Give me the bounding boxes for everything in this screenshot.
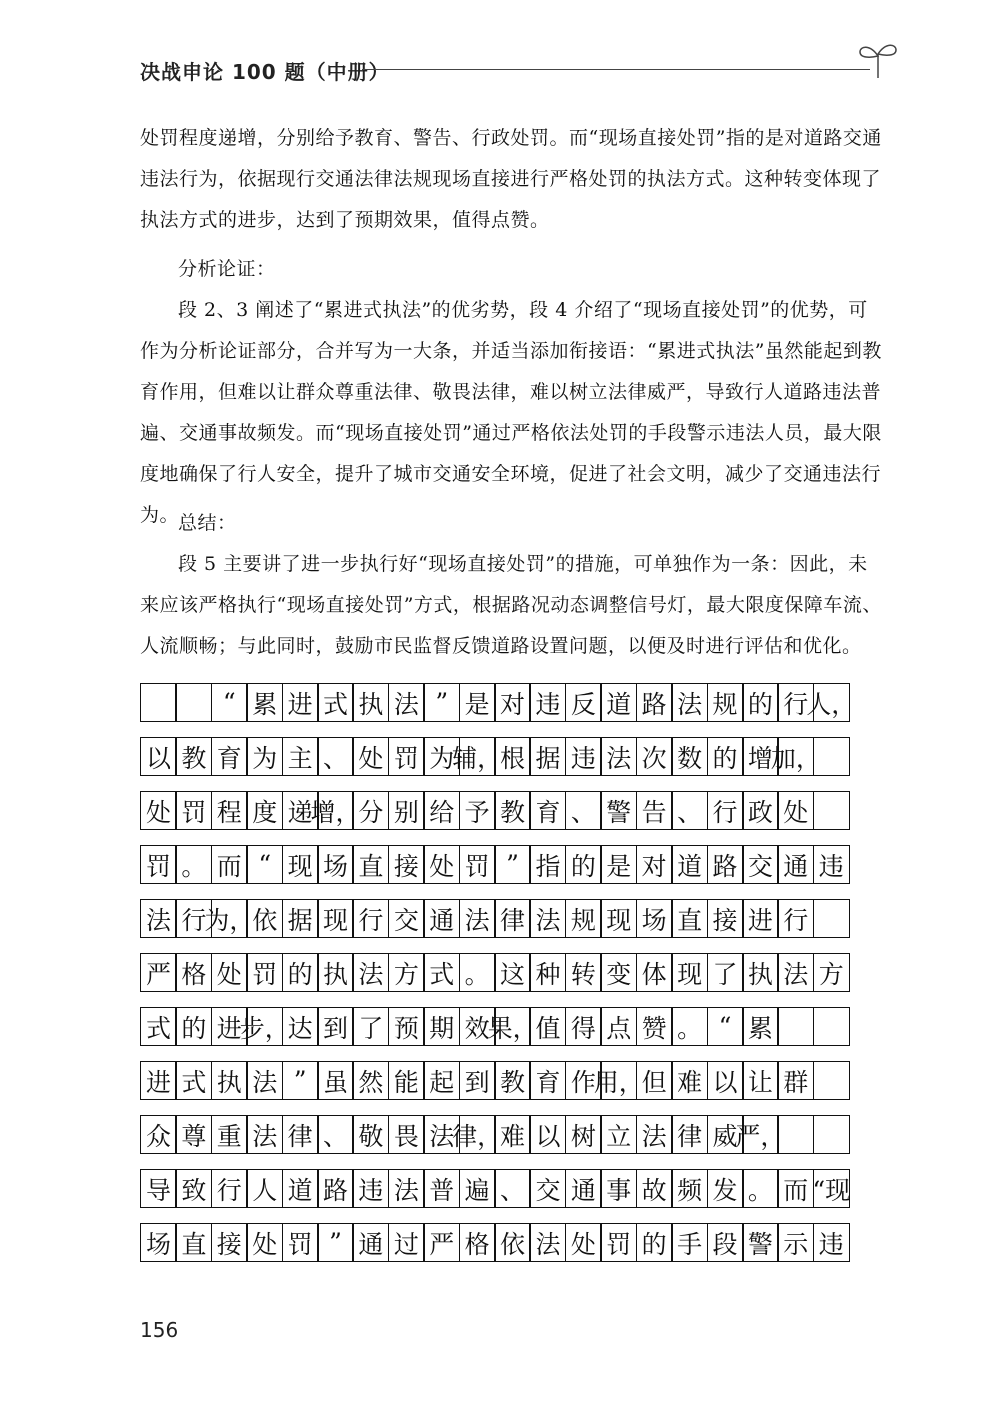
grid-cell: 行 <box>211 1169 248 1208</box>
grid-cell: 处 <box>211 953 248 992</box>
paragraph-summary: 段 5 主要讲了进一步执行好“现场直接处罚”的措施，可单独作为一条：因此，未来应该严格执行“现场直接处罚”方式，根据路况动态调整信号灯，最大限度保障车流、人流顺畅；与此同时，鼓励市民监督反馈道路设置问题，以便及时进行评估和优化。 <box>140 553 882 657</box>
grid-cell: 这 <box>494 953 531 992</box>
grid-cell: 段 <box>707 1223 744 1262</box>
paragraph-intro-continuation: 处罚程度递增，分别给予教育、警告、行政处罚。而“现场直接处罚”指的是对道路交通违法行为，依据现行交通法律法规现场直接进行严格处罚的执法方式。这种转变体现了执法方式的进步，达到了预期效果，值得点赞。 <box>140 127 882 231</box>
grid-cell: 遍 <box>459 1169 496 1208</box>
grid-cell: 进 <box>140 1061 177 1100</box>
grid-cell: 接 <box>211 1223 248 1262</box>
grid-cell: 。 <box>742 1169 779 1208</box>
grid-row <box>140 953 880 992</box>
grid-cell: 处 <box>246 1223 283 1262</box>
grid-cell: 示 <box>777 1223 814 1262</box>
header-rule <box>362 69 870 70</box>
grid-cell: 处 <box>352 737 389 776</box>
grid-cell: 教 <box>175 737 212 776</box>
grid-cell: 数 <box>671 737 708 776</box>
running-header <box>140 52 900 88</box>
grid-cell: 为， <box>211 899 248 938</box>
grid-cell: 让 <box>742 1061 779 1100</box>
grid-cell: 为 <box>423 737 460 776</box>
grid-cell: 果， <box>494 1007 531 1046</box>
grid-cell: 教 <box>494 1061 531 1100</box>
grid-cell: 依 <box>494 1223 531 1262</box>
grid-cell: 行 <box>777 683 814 722</box>
grid-cell: 事 <box>600 1169 637 1208</box>
grid-cell: 法 <box>671 683 708 722</box>
grid-cell: 据 <box>282 899 319 938</box>
grid-cell: 分 <box>352 791 389 830</box>
grid-row <box>140 737 880 776</box>
grid-cell: 律 <box>671 1115 708 1154</box>
grid-cell: 尊 <box>175 1115 212 1154</box>
grid-cell: 体 <box>636 953 673 992</box>
grid-row <box>140 683 880 722</box>
grid-cell: 而 <box>777 1169 814 1208</box>
grid-cell: 教 <box>494 791 531 830</box>
grid-cell: 依 <box>246 899 283 938</box>
grid-cell: 反 <box>565 683 602 722</box>
grid-cell: 场 <box>636 899 673 938</box>
grid-cell: 交 <box>529 1169 566 1208</box>
grid-cell: 罚 <box>600 1223 637 1262</box>
grid-cell: 育 <box>211 737 248 776</box>
grid-cell: 执 <box>317 953 354 992</box>
grid-cell: 严， <box>742 1115 779 1154</box>
grid-cell: 罚 <box>175 791 212 830</box>
grid-cell: 违 <box>352 1169 389 1208</box>
grid-cell: 警 <box>742 1223 779 1262</box>
grid-cell: 程 <box>211 791 248 830</box>
grid-cell: 现 <box>282 845 319 884</box>
grid-cell <box>175 683 212 722</box>
grid-cell: 立 <box>600 1115 637 1154</box>
grid-cell: 对 <box>636 845 673 884</box>
sprout-icon <box>856 38 900 80</box>
grid-cell: 罚 <box>140 845 177 884</box>
grid-cell: 违 <box>813 1223 850 1262</box>
grid-cell: 而 <box>211 845 248 884</box>
grid-cell <box>813 791 850 830</box>
grid-cell: 起 <box>423 1061 460 1100</box>
grid-cell: 种 <box>529 953 566 992</box>
grid-cell: 的 <box>707 737 744 776</box>
grid-cell: 进 <box>211 1007 248 1046</box>
grid-cell: 法 <box>388 683 425 722</box>
grid-cell: 效 <box>459 1007 496 1046</box>
grid-cell: 达 <box>282 1007 319 1046</box>
grid-cell: 故 <box>636 1169 673 1208</box>
grid-cell: 方 <box>813 953 850 992</box>
grid-cell: 育 <box>529 1061 566 1100</box>
grid-cell: 致 <box>175 1169 212 1208</box>
grid-cell: 式 <box>423 953 460 992</box>
grid-cell: 是 <box>600 845 637 884</box>
grid-cell: 法 <box>636 1115 673 1154</box>
grid-cell: 树 <box>565 1115 602 1154</box>
grid-cell <box>813 899 850 938</box>
grid-cell: 步， <box>246 1007 283 1046</box>
grid-cell: 次 <box>636 737 673 776</box>
grid-cell: 规 <box>707 683 744 722</box>
grid-cell: 作 <box>565 1061 602 1100</box>
grid-cell: 的 <box>565 845 602 884</box>
grid-cell: 处 <box>423 845 460 884</box>
grid-cell: 执 <box>352 683 389 722</box>
grid-cell: 律， <box>459 1115 496 1154</box>
grid-cell: 期 <box>423 1007 460 1046</box>
grid-cell: 处 <box>565 1223 602 1262</box>
grid-row <box>140 1223 880 1262</box>
grid-cell: 为 <box>246 737 283 776</box>
grid-cell: 现 <box>600 899 637 938</box>
section-heading-summary: 总结： <box>178 512 237 534</box>
grid-cell: 通 <box>777 845 814 884</box>
grid-cell: 法 <box>388 1169 425 1208</box>
grid-cell: 通 <box>423 899 460 938</box>
grid-cell: ” <box>423 683 460 722</box>
grid-cell: 育 <box>529 791 566 830</box>
grid-cell: 人 <box>246 1169 283 1208</box>
grid-cell <box>813 1115 850 1154</box>
grid-cell: 以 <box>529 1115 566 1154</box>
grid-cell: 辅， <box>459 737 496 776</box>
grid-cell: 畏 <box>388 1115 425 1154</box>
grid-cell: 行 <box>707 791 744 830</box>
grid-cell: 执 <box>742 953 779 992</box>
grid-cell: 、 <box>317 1115 354 1154</box>
grid-cell: 直 <box>352 845 389 884</box>
grid-cell: 交 <box>388 899 425 938</box>
grid-cell: ” <box>317 1223 354 1262</box>
grid-cell: 群 <box>777 1061 814 1100</box>
grid-cell: 到 <box>459 1061 496 1100</box>
grid-cell: 法 <box>246 1061 283 1100</box>
grid-cell: 预 <box>388 1007 425 1046</box>
grid-cell: 根 <box>494 737 531 776</box>
grid-cell: 的 <box>742 683 779 722</box>
grid-row <box>140 791 880 830</box>
grid-cell: 重 <box>211 1115 248 1154</box>
book-title: 决战申论 100 题（中册） <box>140 60 390 84</box>
grid-cell: 罚 <box>459 845 496 884</box>
grid-cell: 累 <box>742 1007 779 1046</box>
grid-cell <box>813 1007 850 1046</box>
grid-cell: 的 <box>282 953 319 992</box>
grid-cell: 行 <box>777 899 814 938</box>
grid-cell: 现 <box>317 899 354 938</box>
grid-cell: 转 <box>565 953 602 992</box>
grid-cell: 累 <box>246 683 283 722</box>
grid-cell: 的 <box>175 1007 212 1046</box>
grid-row <box>140 1115 880 1154</box>
grid-cell: 直 <box>671 899 708 938</box>
grid-cell: 式 <box>175 1061 212 1100</box>
grid-cell: “现 <box>813 1169 850 1208</box>
grid-cell: 、 <box>317 737 354 776</box>
grid-cell: 增， <box>317 791 354 830</box>
grid-cell: 众 <box>140 1115 177 1154</box>
grid-cell: 罚 <box>246 953 283 992</box>
grid-cell: 规 <box>565 899 602 938</box>
grid-cell: 场 <box>317 845 354 884</box>
grid-cell: 执 <box>211 1061 248 1100</box>
grid-cell: 法 <box>600 737 637 776</box>
grid-row <box>140 1007 880 1046</box>
grid-cell: 接 <box>707 899 744 938</box>
grid-cell: 式 <box>317 683 354 722</box>
grid-cell: 法 <box>529 1223 566 1262</box>
grid-cell: 律 <box>282 1115 319 1154</box>
grid-cell: 道 <box>671 845 708 884</box>
grid-cell: 罚 <box>282 1223 319 1262</box>
grid-cell: 行 <box>175 899 212 938</box>
grid-cell: 行 <box>352 899 389 938</box>
grid-cell: 警 <box>600 791 637 830</box>
grid-cell: 式 <box>140 1007 177 1046</box>
grid-cell: 过 <box>388 1223 425 1262</box>
grid-cell: 违 <box>529 683 566 722</box>
grid-cell: 进 <box>282 683 319 722</box>
grid-cell: 接 <box>388 845 425 884</box>
grid-cell: 。 <box>459 953 496 992</box>
grid-cell: 主 <box>282 737 319 776</box>
grid-cell: 、 <box>565 791 602 830</box>
grid-cell: “ <box>707 1007 744 1046</box>
grid-cell: 的 <box>636 1223 673 1262</box>
grid-cell: 处 <box>140 791 177 830</box>
grid-cell: 手 <box>671 1223 708 1262</box>
grid-cell: 敬 <box>352 1115 389 1154</box>
grid-cell: 进 <box>742 899 779 938</box>
grid-cell: 值 <box>529 1007 566 1046</box>
grid-cell: 法 <box>246 1115 283 1154</box>
grid-cell: “ <box>246 845 283 884</box>
grid-cell: 加， <box>777 737 814 776</box>
grid-cell: 通 <box>565 1169 602 1208</box>
grid-cell: 得 <box>565 1007 602 1046</box>
grid-cell: 、 <box>671 791 708 830</box>
grid-cell: 度 <box>246 791 283 830</box>
grid-cell: 。 <box>671 1007 708 1046</box>
grid-cell: 直 <box>175 1223 212 1262</box>
grid-cell: 递 <box>282 791 319 830</box>
grid-cell: 违 <box>813 845 850 884</box>
grid-cell: 难 <box>494 1115 531 1154</box>
essay-answer-grid <box>140 683 880 1277</box>
grid-cell: 告 <box>636 791 673 830</box>
grid-cell: 是 <box>459 683 496 722</box>
grid-cell: 场 <box>140 1223 177 1262</box>
grid-cell: 路 <box>636 683 673 722</box>
grid-cell <box>777 1007 814 1046</box>
grid-cell: 严 <box>423 1223 460 1262</box>
grid-cell: 路 <box>317 1169 354 1208</box>
grid-cell: 罚 <box>388 737 425 776</box>
grid-cell <box>813 1061 850 1100</box>
grid-row <box>140 1169 880 1208</box>
grid-cell: 法 <box>140 899 177 938</box>
grid-cell: ” <box>494 845 531 884</box>
grid-cell: ” <box>282 1061 319 1100</box>
grid-cell: 能 <box>388 1061 425 1100</box>
grid-cell <box>140 683 177 722</box>
grid-cell: 处 <box>777 791 814 830</box>
grid-cell: 然 <box>352 1061 389 1100</box>
grid-cell: 道 <box>282 1169 319 1208</box>
grid-cell: 了 <box>352 1007 389 1046</box>
grid-cell: 违 <box>565 737 602 776</box>
grid-cell: 道 <box>600 683 637 722</box>
section-heading-analysis: 分析论证： <box>178 258 276 280</box>
grid-cell: 赞 <box>636 1007 673 1046</box>
grid-cell: 法 <box>459 899 496 938</box>
grid-cell: 了 <box>707 953 744 992</box>
grid-cell: 给 <box>423 791 460 830</box>
grid-cell: 。 <box>175 845 212 884</box>
grid-cell: 增 <box>742 737 779 776</box>
grid-cell: 导 <box>140 1169 177 1208</box>
grid-cell: 频 <box>671 1169 708 1208</box>
grid-row <box>140 845 880 884</box>
grid-cell <box>813 737 850 776</box>
grid-cell <box>777 1115 814 1154</box>
grid-cell: 威 <box>707 1115 744 1154</box>
grid-cell: 律 <box>494 899 531 938</box>
grid-cell: 现 <box>671 953 708 992</box>
grid-cell: 据 <box>529 737 566 776</box>
grid-cell: 格 <box>459 1223 496 1262</box>
grid-cell: 用， <box>600 1061 637 1100</box>
grid-row <box>140 899 880 938</box>
grid-cell: 但 <box>636 1061 673 1100</box>
grid-cell: 予 <box>459 791 496 830</box>
grid-cell: 到 <box>317 1007 354 1046</box>
grid-cell: 对 <box>494 683 531 722</box>
grid-cell: 法 <box>423 1115 460 1154</box>
grid-cell: 虽 <box>317 1061 354 1100</box>
grid-cell: “ <box>211 683 248 722</box>
grid-cell: 以 <box>707 1061 744 1100</box>
grid-row <box>140 1061 880 1100</box>
paragraph-analysis: 段 2、3 阐述了“累进式执法”的优劣势，段 4 介绍了“现场直接处罚”的优势，可作为分析论证部分，合并写为一大条，并适当添加衔接语：“累进式执法”虽然能起到教育作用，但难以让群众尊重法律、敬畏法律，难以树立法律威严，导致行人道路违法普遍、交通事故频发。而“现场直接处罚”通过严格依法处罚的手段警示违法人员，最大限度地确保了行人安全，提升了城市交通安全环境，促进了社会文明，减少了交通违法行为。 <box>140 299 882 526</box>
grid-cell: 变 <box>600 953 637 992</box>
grid-cell: 以 <box>140 737 177 776</box>
grid-cell: 严 <box>140 953 177 992</box>
grid-cell: 别 <box>388 791 425 830</box>
grid-cell: 法 <box>352 953 389 992</box>
grid-cell: 、 <box>494 1169 531 1208</box>
grid-cell: 方 <box>388 953 425 992</box>
grid-cell: 路 <box>707 845 744 884</box>
grid-cell: 难 <box>671 1061 708 1100</box>
grid-cell: 人， <box>813 683 850 722</box>
page-number: 156 <box>140 1318 179 1342</box>
grid-cell: 发 <box>707 1169 744 1208</box>
grid-cell: 通 <box>352 1223 389 1262</box>
grid-cell: 政 <box>742 791 779 830</box>
grid-cell: 指 <box>529 845 566 884</box>
grid-cell: 格 <box>175 953 212 992</box>
grid-cell: 普 <box>423 1169 460 1208</box>
grid-cell: 交 <box>742 845 779 884</box>
grid-cell: 点 <box>600 1007 637 1046</box>
grid-cell: 法 <box>529 899 566 938</box>
grid-cell: 法 <box>777 953 814 992</box>
